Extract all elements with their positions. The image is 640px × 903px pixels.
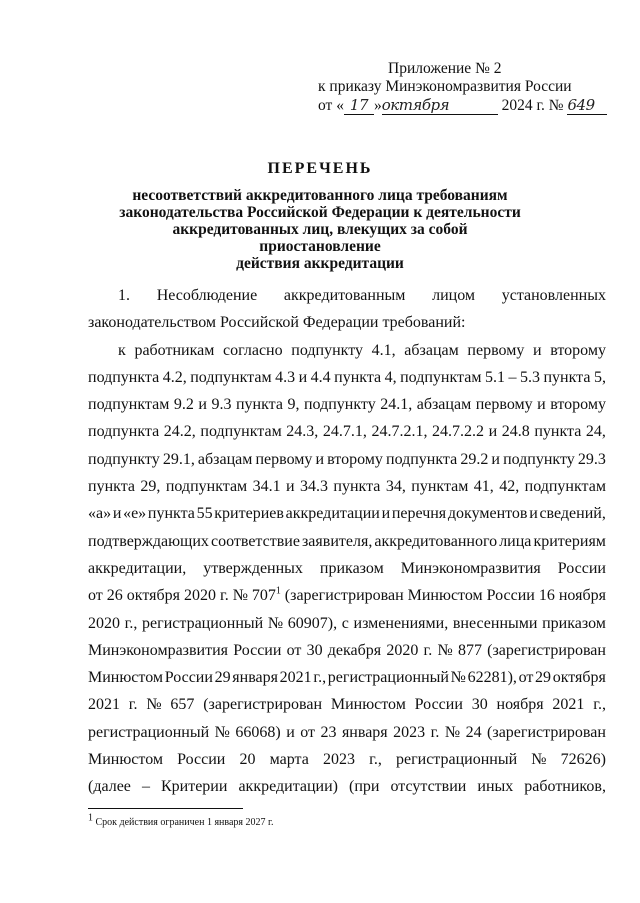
word: г., bbox=[593, 696, 606, 714]
word: абзацам bbox=[416, 396, 472, 414]
word: № bbox=[531, 751, 547, 769]
word: и bbox=[286, 478, 295, 496]
word: № bbox=[214, 723, 230, 741]
word: лица bbox=[499, 532, 532, 550]
text-line bbox=[88, 528, 606, 555]
word: Минюстом bbox=[88, 669, 164, 687]
text-span: законодательством Российской Федерации требований: bbox=[88, 314, 466, 332]
word: 29.2 bbox=[460, 450, 489, 468]
word: января bbox=[341, 723, 388, 741]
word: 4.2, bbox=[162, 368, 187, 386]
word: 2020 bbox=[386, 641, 419, 659]
footnote-mark: 1 bbox=[88, 812, 93, 824]
word: 4.1, bbox=[371, 341, 396, 359]
handwritten-order-number: 649 bbox=[567, 96, 607, 115]
word: 34.3 bbox=[300, 478, 328, 496]
text-line bbox=[88, 282, 606, 309]
word: Минюстом bbox=[330, 696, 406, 714]
word: «а» bbox=[88, 505, 112, 523]
word: согласно bbox=[223, 341, 283, 359]
word: 29, bbox=[140, 478, 161, 496]
word: 4, bbox=[384, 368, 397, 386]
word: подпункта bbox=[88, 423, 160, 441]
word: аккредитованным bbox=[283, 287, 406, 304]
word: пункта bbox=[334, 368, 382, 386]
text-line bbox=[88, 746, 606, 773]
text-line bbox=[88, 773, 606, 800]
word: утвержденных bbox=[203, 559, 303, 577]
word: 24.3, bbox=[286, 423, 319, 441]
word: 42, bbox=[499, 478, 520, 496]
text-line bbox=[88, 500, 606, 527]
word: г. bbox=[128, 696, 138, 714]
word: 5.3 bbox=[519, 368, 540, 386]
word: приказом bbox=[542, 614, 606, 632]
subtitle-line: законодательства Российской Федерации к деятельности bbox=[119, 204, 521, 221]
word: пункта bbox=[534, 423, 582, 441]
word: 20 bbox=[239, 751, 256, 769]
word: аккредитации) bbox=[238, 778, 338, 796]
word: 29 bbox=[214, 669, 231, 687]
word: второму bbox=[550, 396, 606, 414]
word: и bbox=[529, 505, 538, 523]
word: 9, bbox=[287, 396, 300, 414]
word: г. bbox=[430, 723, 440, 741]
word: работникам bbox=[134, 341, 215, 359]
word: Минэкономразвития bbox=[400, 559, 541, 577]
word: установленных bbox=[501, 287, 606, 304]
word: 2023 bbox=[393, 723, 426, 741]
word: абзацам bbox=[197, 450, 253, 468]
word: «е» bbox=[123, 505, 147, 523]
subtitle-line: действия аккредитации bbox=[236, 255, 404, 272]
word: подпункта bbox=[386, 450, 458, 468]
word: г., bbox=[313, 669, 327, 687]
word: 24.1, bbox=[380, 396, 413, 414]
word: (зарегистрирован bbox=[487, 723, 606, 741]
word: и bbox=[298, 368, 308, 386]
word: 2023 bbox=[322, 751, 355, 769]
word: регистрационный bbox=[142, 614, 264, 632]
word: с bbox=[341, 614, 349, 632]
word: пункта bbox=[88, 478, 135, 496]
word: 55 bbox=[196, 505, 213, 523]
word: сведений, bbox=[539, 505, 606, 523]
word: внесенными bbox=[452, 614, 538, 632]
word: подпунктам bbox=[400, 368, 482, 386]
word: 2021 bbox=[552, 696, 585, 714]
text-line bbox=[88, 337, 606, 364]
word: 5.1 bbox=[484, 368, 505, 386]
word: марта bbox=[269, 751, 309, 769]
word: работников, bbox=[524, 778, 606, 796]
word: 24.7.2.2 bbox=[432, 423, 485, 441]
text-span bbox=[252, 582, 281, 609]
word: 72626) bbox=[560, 751, 606, 769]
word: 2020 bbox=[88, 614, 120, 632]
subtitle-line: аккредитованных лиц, влекущих за собой приостановление bbox=[172, 221, 468, 255]
text-line bbox=[88, 555, 606, 582]
word: Минюстом bbox=[88, 751, 164, 769]
word: 60907), bbox=[287, 614, 338, 632]
text-line bbox=[88, 446, 606, 473]
word: и bbox=[286, 723, 295, 741]
word: критериям bbox=[533, 532, 606, 550]
word: 24 bbox=[465, 723, 482, 741]
word: пункта bbox=[235, 396, 283, 414]
word: к bbox=[118, 341, 126, 359]
word: подпунктам bbox=[524, 478, 606, 496]
word: России bbox=[414, 696, 463, 714]
word: (далее bbox=[88, 778, 131, 796]
word: аккредитации bbox=[285, 505, 380, 523]
word: регистрационный bbox=[395, 751, 518, 769]
word: подпункту bbox=[503, 450, 575, 468]
document-body bbox=[88, 282, 606, 801]
word: (при bbox=[349, 778, 380, 796]
word: 41, bbox=[473, 478, 494, 496]
word: пункта bbox=[147, 505, 195, 523]
word: и bbox=[533, 341, 542, 359]
word: перечня bbox=[391, 505, 447, 523]
order-number: 707 bbox=[251, 587, 276, 605]
word: заявителя, bbox=[301, 532, 373, 550]
word: 4.3 bbox=[275, 368, 296, 386]
word: № bbox=[444, 723, 461, 741]
word: Критерии bbox=[160, 778, 228, 796]
text-span: от 26 октября 2020 г. № bbox=[88, 587, 249, 605]
subtitle-line: несоответствий аккредитованного лица требованиям bbox=[132, 187, 508, 204]
word: пункта bbox=[333, 478, 381, 496]
word: соответствие bbox=[210, 532, 300, 550]
word: г. bbox=[423, 641, 433, 659]
word: (зарегистрирован bbox=[203, 696, 323, 714]
word: первому bbox=[475, 396, 533, 414]
footnote-text: Срок действия ограничен 1 января 2027 г. bbox=[95, 817, 274, 828]
word: 24.2, bbox=[163, 423, 196, 441]
word: России bbox=[557, 559, 606, 577]
annex-header bbox=[318, 60, 608, 115]
word: пунктам bbox=[411, 478, 469, 496]
word: Минэкономразвития bbox=[88, 641, 229, 659]
word: № bbox=[450, 669, 466, 687]
handwritten-month: октября bbox=[382, 96, 498, 115]
word: 9.2 bbox=[173, 396, 194, 414]
word: 29 bbox=[535, 669, 552, 687]
word: – bbox=[141, 778, 150, 796]
word: подпунктам bbox=[165, 478, 248, 496]
word: 30 bbox=[471, 696, 488, 714]
word: 24.8 bbox=[501, 423, 530, 441]
word: второму bbox=[550, 341, 606, 359]
word: подпункту bbox=[303, 396, 376, 414]
word: 29.1, bbox=[162, 450, 195, 468]
word: № bbox=[146, 696, 162, 714]
word: подпунктам bbox=[200, 423, 282, 441]
word: 24.7.1, bbox=[322, 423, 367, 441]
word: и bbox=[315, 450, 325, 468]
word: подпунктам bbox=[88, 396, 170, 414]
word: 24.7.2.1, bbox=[371, 423, 428, 441]
text-line-footnote-ref bbox=[88, 582, 606, 609]
word: и bbox=[537, 396, 546, 414]
word: и bbox=[198, 396, 207, 414]
word: ноября bbox=[496, 696, 544, 714]
footnote-ref-mark: 1 bbox=[275, 585, 281, 597]
word: регистрационный bbox=[327, 669, 449, 687]
word: 5, bbox=[593, 368, 606, 386]
text-line bbox=[88, 364, 606, 391]
word: января bbox=[232, 669, 278, 687]
word: 9.3 bbox=[211, 396, 232, 414]
word: (зарегистрирован bbox=[487, 641, 606, 659]
word: подпункту bbox=[88, 450, 160, 468]
text-span: (зарегистрирован Минюстом России 16 ноября bbox=[284, 587, 606, 605]
word: 66068) bbox=[235, 723, 281, 741]
word: октября bbox=[552, 669, 606, 687]
word: критериев bbox=[214, 505, 284, 523]
word: пункта bbox=[543, 368, 591, 386]
word: 23 bbox=[320, 723, 337, 741]
word: и bbox=[491, 450, 500, 468]
word: подтверждающих bbox=[88, 532, 209, 550]
word: аккредитованного bbox=[374, 532, 498, 550]
footnote bbox=[88, 812, 274, 828]
word: аккредитации, bbox=[88, 559, 187, 577]
word: приказом bbox=[319, 559, 384, 577]
date-year: 2024 г. № bbox=[501, 97, 564, 114]
text-line bbox=[88, 691, 606, 718]
word: 877 bbox=[457, 641, 482, 659]
word: абзацам bbox=[404, 341, 459, 359]
text-line bbox=[88, 309, 606, 336]
footnote-divider bbox=[88, 808, 243, 809]
word: России bbox=[164, 669, 213, 687]
word: 4.4 bbox=[310, 368, 331, 386]
text-line bbox=[88, 473, 606, 500]
document-title: ПЕРЕЧЕНЬ bbox=[267, 160, 373, 177]
word: второму bbox=[327, 450, 383, 468]
word: России bbox=[177, 751, 226, 769]
word: 1. bbox=[118, 287, 130, 304]
word: Несоблюдение bbox=[156, 287, 258, 304]
word: иных bbox=[477, 778, 514, 796]
word: 34, bbox=[385, 478, 406, 496]
annex-order-ref: к приказу Минэкономразвития России bbox=[318, 78, 572, 95]
word: 29.3 bbox=[577, 450, 606, 468]
text-line bbox=[88, 418, 606, 445]
annex-date-line bbox=[318, 96, 608, 115]
word: 62281), bbox=[467, 669, 517, 687]
date-prefix: от « bbox=[318, 97, 344, 114]
word: г., bbox=[124, 614, 138, 632]
word: декабря bbox=[327, 641, 382, 659]
word: документов bbox=[447, 505, 528, 523]
word: 30 bbox=[306, 641, 323, 659]
word: № bbox=[437, 641, 453, 659]
word: первому bbox=[255, 450, 313, 468]
word: от bbox=[518, 669, 534, 687]
word: от bbox=[286, 641, 302, 659]
word: первому bbox=[467, 341, 525, 359]
word: лицом bbox=[432, 287, 476, 304]
word: подпункту bbox=[291, 341, 363, 359]
word: и bbox=[488, 423, 498, 441]
word: регистрационный bbox=[88, 723, 210, 741]
handwritten-day: 17 bbox=[344, 96, 374, 115]
word: 24, bbox=[585, 423, 606, 441]
word: изменениями, bbox=[353, 614, 449, 632]
word: г., bbox=[369, 751, 382, 769]
word: подпунктам bbox=[190, 368, 272, 386]
text-line bbox=[88, 610, 606, 637]
word: 2021 bbox=[279, 669, 312, 687]
word: и bbox=[381, 505, 391, 523]
word: 657 bbox=[170, 696, 195, 714]
date-mid: » bbox=[373, 97, 382, 114]
text-line bbox=[88, 664, 606, 691]
annex-number: Приложение № 2 bbox=[388, 60, 502, 77]
word: № bbox=[267, 614, 284, 632]
word: 34.1 bbox=[252, 478, 281, 496]
word: от bbox=[300, 723, 315, 741]
word: 2021 bbox=[88, 696, 120, 714]
word: и bbox=[112, 505, 122, 523]
word: – bbox=[508, 368, 517, 386]
text-line bbox=[88, 637, 606, 664]
word: России bbox=[233, 641, 282, 659]
text-line bbox=[88, 719, 606, 746]
document-subtitle bbox=[110, 187, 530, 272]
word: подпункта bbox=[88, 368, 160, 386]
word: отсутствии bbox=[390, 778, 467, 796]
text-line bbox=[88, 391, 606, 418]
